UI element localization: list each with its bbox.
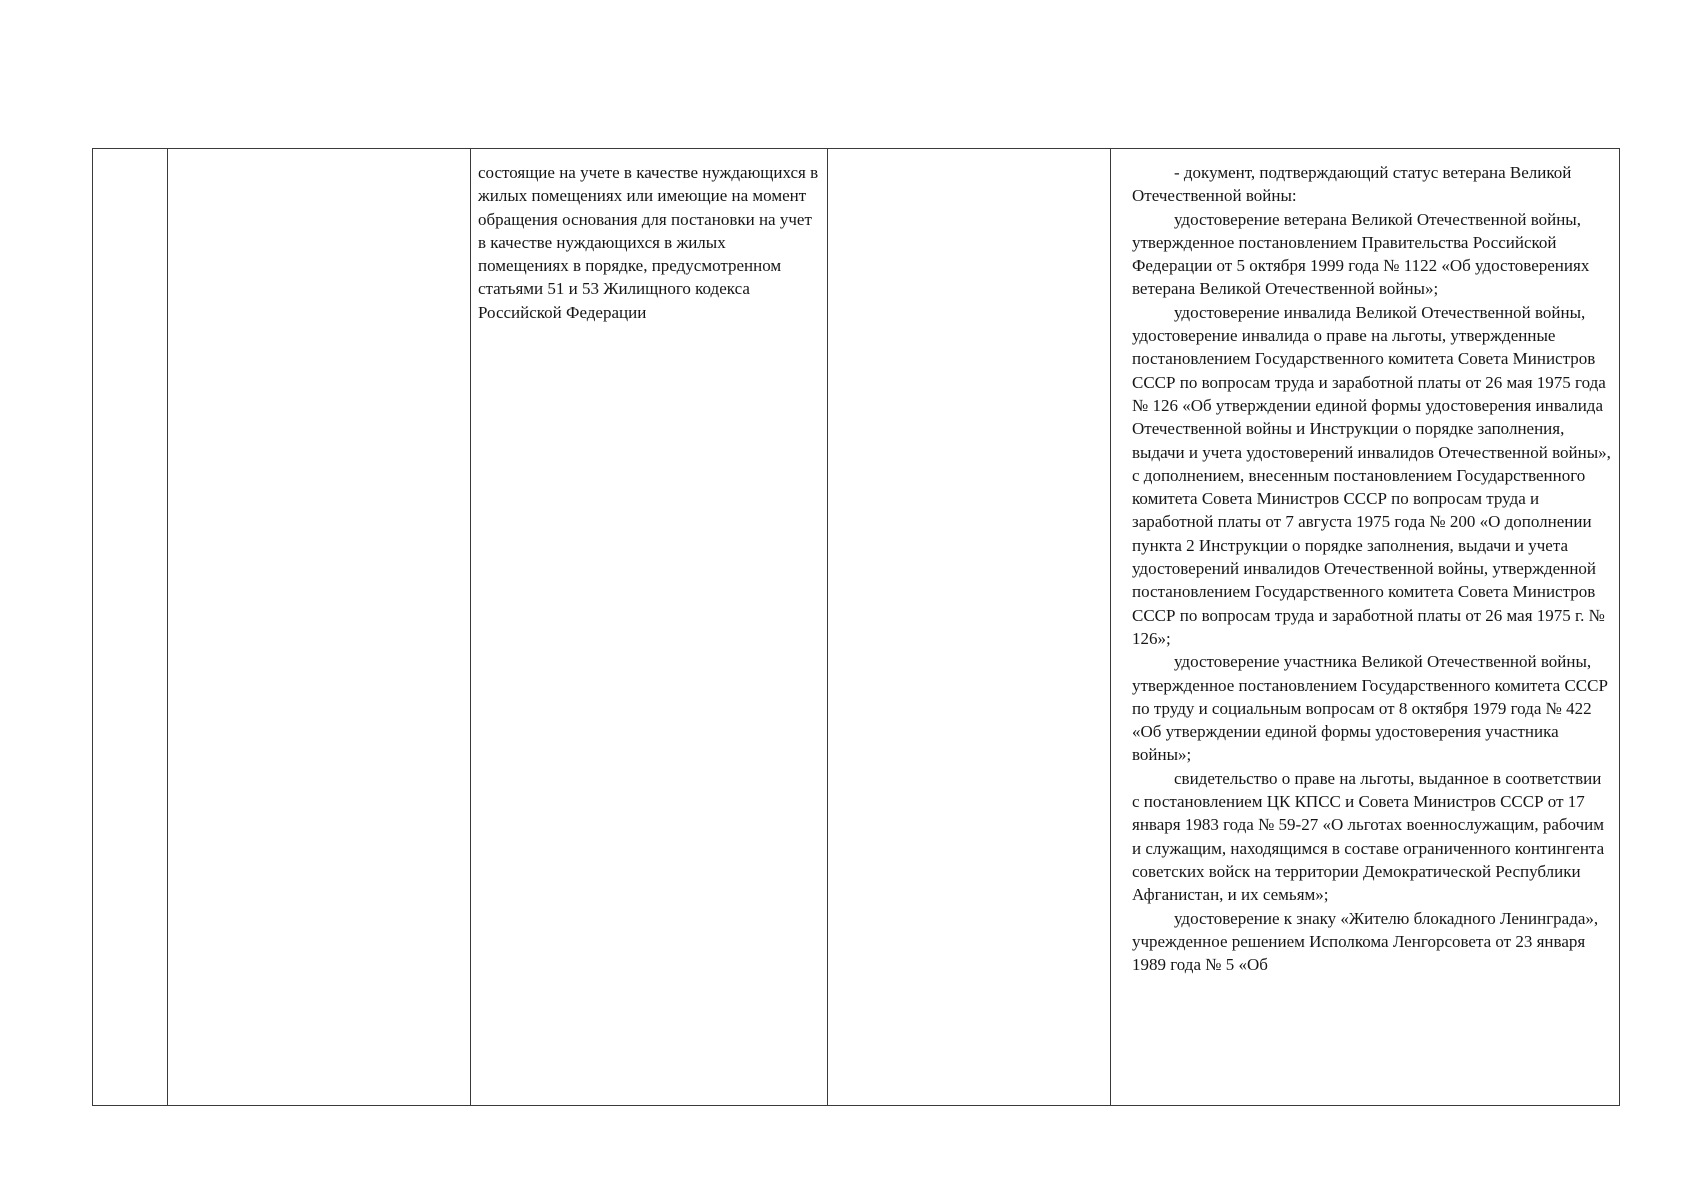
table-cell-empty (828, 149, 1111, 1106)
table-row (93, 149, 1620, 1106)
table-cell-service (168, 149, 471, 1106)
table-cell-category (471, 149, 828, 1106)
document-paragraph: - документ, подтверждающий статус ветерана Великой Отечественной войны: (1132, 163, 1572, 206)
table-cell-documents (1111, 149, 1620, 1106)
documents-list (1111, 149, 1619, 976)
document-paragraph: удостоверение ветерана Великой Отечественной войны, утвержденное постановлением Правительства Российской Федерации от 5 октября 1999 года № 1122 «Об удостоверениях ветерана Великой Отечественной войны»; (1132, 209, 1590, 299)
document-paragraph: удостоверение инвалида Великой Отечественной войны, удостоверение инвалида о праве на льготы, утвержденные постановлением Государственного комитета Совета Министров СССР по вопросам труда и заработной платы от 26 мая 1975 года № 126 «Об утверждении единой формы удостоверения инвалида Отечественной войны и Инструкции о порядке заполнения, выдачи и учета удостоверений инвалидов Отечественной войны», с дополнением, внесенным постановлением Государственного комитета Совета Министров СССР по вопросам труда и заработной платы от 7 августа 1975 года № 200 «О дополнении пункта 2 Инструкции о порядке заполнения, выдачи и учета удостоверений инвалидов Отечественной войны, утвержденной постановлением Государственного комитета Совета Министров СССР по вопросам труда и заработной платы от 26 мая 1975 г. № 126»; (1132, 302, 1611, 648)
document-paragraph: удостоверение к знаку «Жителю блокадного Ленинграда», учрежденное решением Исполкома Ленгорсовета от 23 января 1989 года № 5 «Об (1132, 908, 1599, 975)
category-text: состоящие на учете в качестве нуждающихся в жилых помещениях или имеющие на момент обращения основания для постановки на учет в качестве нуждающихся в жилых помещениях в порядке, предусмотренном статьями 51 и 53 Жилищного кодекса Российской Федерации (478, 163, 819, 322)
document-paragraph: свидетельство о праве на льготы, выданное в соответствии с постановлением ЦК КПСС и Совета Министров СССР от 17 января 1983 года № 59-27 «О льготах военнослужащим, рабочим и служащим, находящимся в составе ограниченного контингента советских войск на территории Демократической Республики Афганистан, и их семьям»; (1132, 768, 1605, 905)
document-table (92, 148, 1620, 1106)
table-cell-number (93, 149, 168, 1106)
document-paragraph: удостоверение участника Великой Отечественной войны, утвержденное постановлением Государственного комитета СССР по труду и социальным вопросам от 8 октября 1979 года № 422 «Об утверждении единой формы удостоверения участника войны»; (1132, 652, 1608, 765)
